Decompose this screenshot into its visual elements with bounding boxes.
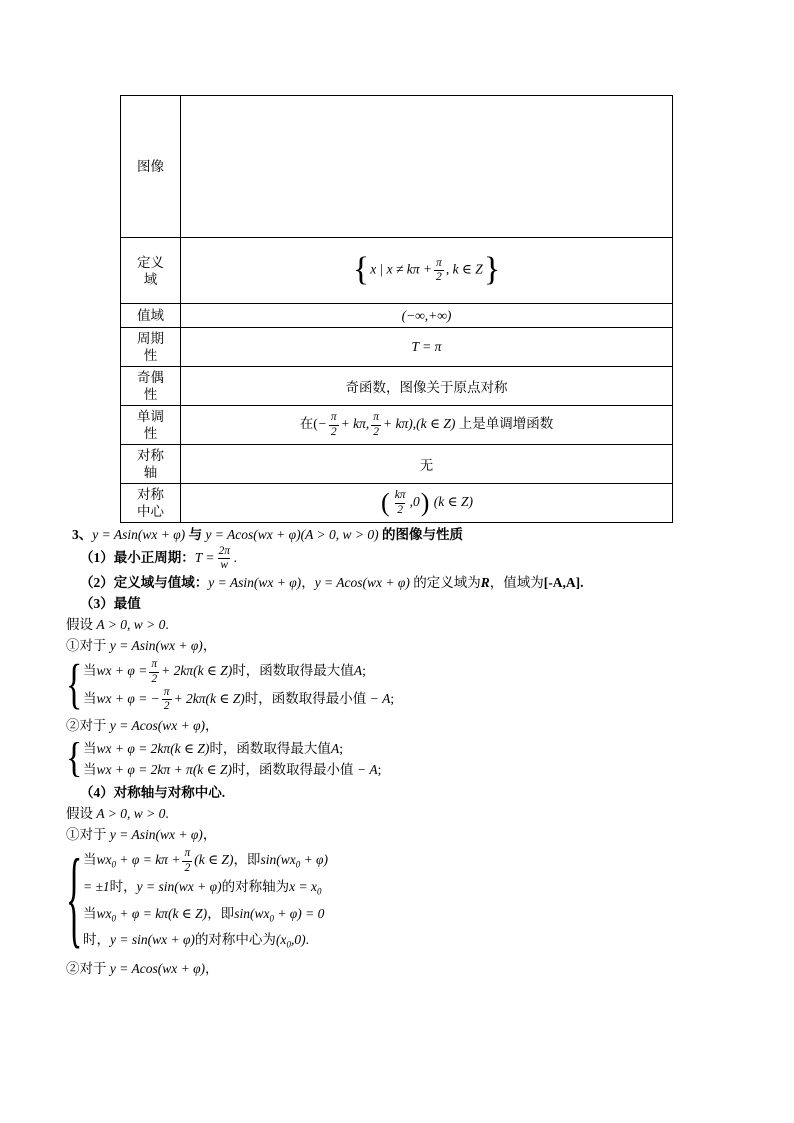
text-run: ，: [202, 638, 217, 654]
text-line: [66, 824, 766, 845]
math-run: wx + φ = 2kπ(k ∈ Z): [96, 741, 210, 757]
fraction-denominator: 2: [151, 672, 158, 685]
text-line: [66, 958, 766, 979]
fraction-numerator: π: [184, 847, 191, 860]
math-run: (−∞,+∞): [401, 307, 452, 323]
math-run: y = Acos(wx + φ): [109, 960, 206, 976]
math-run: y = Asin(wx + φ): [109, 638, 203, 654]
text-run: 时，函数取得最小值: [232, 762, 354, 778]
brace-line: [83, 847, 328, 876]
row-label: [121, 406, 181, 445]
text-run: [-A,A].: [543, 575, 584, 591]
text-run: 上是单调增函数: [455, 416, 554, 432]
text-run: ，即: [233, 852, 261, 868]
brace-line: [83, 759, 381, 780]
text-run: 当: [83, 690, 97, 706]
row-label-text: 轴: [143, 465, 158, 480]
fraction-numerator: π: [163, 685, 170, 698]
math-run: y = Acos(wx + φ): [314, 575, 410, 591]
text-run: .: [165, 617, 169, 633]
math-run: wx + φ =: [96, 663, 148, 679]
brace-lines: [78, 658, 394, 713]
math-run: R: [480, 575, 490, 591]
math-run: , k ∈ Z: [445, 261, 483, 277]
fraction-numerator: π: [436, 256, 442, 269]
math-run: .: [234, 549, 238, 565]
fraction-denominator: 2: [397, 503, 403, 516]
left-brace: {: [66, 840, 83, 960]
row-label-text: 对称: [137, 487, 164, 502]
fraction-denominator: w: [220, 559, 229, 572]
math-run: sin(wx: [234, 905, 270, 921]
row-label-text: 性: [143, 426, 158, 441]
text-run: 当: [83, 852, 97, 868]
text-run: ，: [202, 827, 217, 843]
text-run: （1）最小正周期：: [80, 549, 195, 565]
fraction-denominator: 2: [163, 700, 170, 713]
text-run: ;: [377, 762, 382, 778]
subscript: 0: [316, 886, 322, 897]
text-line: [66, 803, 766, 824]
fraction-numerator: π: [330, 411, 337, 424]
text-line: [66, 635, 766, 656]
text-run: （3）最值: [80, 596, 141, 612]
row-label: [121, 445, 181, 484]
big-delimiter: (: [381, 488, 390, 518]
math-run: − A: [353, 762, 378, 778]
row-label-text: 性: [143, 387, 158, 402]
row-value: [181, 96, 673, 238]
math-run: + 2kπ(k ∈ Z): [161, 663, 233, 679]
math-run: x | x ≠ kπ +: [370, 261, 433, 277]
math-run: y = sin(wx + φ): [110, 932, 195, 948]
text-run: 时，: [109, 878, 137, 894]
text-run: 的对称轴为: [221, 878, 290, 894]
math-run: + φ = kπ +: [116, 852, 181, 868]
left-brace: {: [66, 655, 83, 715]
fraction-numerator: kπ: [394, 489, 406, 502]
math-run: ,0): [290, 932, 306, 948]
row-label-text: 单调: [137, 409, 164, 424]
row-label: [121, 96, 181, 238]
text-run: 时，函数取得最小值: [244, 690, 367, 706]
text-line: [66, 572, 766, 593]
math-run: + 2kπ(k ∈ Z): [173, 690, 245, 706]
math-run: wx + φ = −: [96, 690, 160, 706]
text-run: ①对于: [66, 638, 110, 654]
big-delimiter: ): [420, 488, 430, 518]
text-line: [66, 545, 766, 572]
text-run: 当: [83, 741, 97, 757]
text-run: 在(: [299, 416, 318, 432]
text-line: [66, 715, 766, 736]
fraction: [371, 411, 381, 438]
fraction: [217, 545, 233, 572]
fraction: [329, 411, 339, 438]
math-run: y = Acos(wx + φ): [109, 718, 206, 734]
text-run: 时，: [83, 932, 110, 948]
text-run: （4）对称轴与对称中心.: [80, 785, 226, 801]
row-label: [121, 328, 181, 367]
text-run: ，即: [207, 905, 235, 921]
table-row: [121, 406, 673, 445]
row-label-text: 定义: [137, 254, 164, 270]
brace-line: [83, 903, 328, 930]
row-value: [181, 328, 673, 367]
big-delimiter: }: [483, 251, 501, 289]
row-label-text: 对称: [137, 448, 164, 463]
subscript: 0: [111, 859, 116, 870]
math-run: −: [317, 416, 327, 432]
math-run: A > 0, w > 0: [96, 806, 166, 822]
table-row: [121, 367, 673, 406]
document-content: [66, 524, 766, 979]
math-run: ,0: [409, 494, 420, 510]
math-run: x = x: [289, 878, 317, 894]
table-row: [121, 238, 673, 304]
text-run: 假设: [66, 806, 97, 822]
brace-lines: [78, 847, 328, 956]
brace-group: [66, 840, 766, 960]
text-run: 与: [185, 527, 206, 542]
subscript: 0: [295, 859, 301, 870]
text-run: ;: [362, 663, 366, 679]
table-row: [121, 96, 673, 238]
text-run: ，: [301, 575, 315, 591]
math-run: + φ): [300, 852, 329, 868]
text-run: .: [305, 932, 309, 948]
row-value: [181, 304, 673, 328]
text-run: ，: [205, 960, 219, 976]
text-run: 当: [83, 762, 97, 778]
row-label: [121, 238, 181, 304]
fraction-numerator: π: [373, 411, 380, 424]
table-row: [121, 328, 673, 367]
text-run: 假设: [66, 617, 97, 633]
properties-table-wrapper: [120, 95, 673, 523]
subscript: 0: [286, 939, 291, 950]
text-run: ，值域为: [489, 575, 544, 591]
row-value: [181, 406, 673, 445]
math-run: y = Asin(wx + φ): [109, 827, 203, 843]
brace-line: [83, 929, 328, 956]
text-run: 时，函数取得最大值: [232, 663, 354, 679]
row-label-text: 性: [143, 348, 158, 363]
text-run: 无: [419, 458, 434, 473]
math-run: (k ∈ Z): [430, 494, 473, 510]
text-line: [66, 614, 766, 635]
text-run: 的对称中心为: [194, 932, 276, 948]
text-run: 3、: [72, 527, 93, 542]
fraction-numerator: π: [151, 658, 158, 671]
row-value: [181, 445, 673, 484]
math-run: A > 0, w > 0: [96, 617, 166, 633]
row-value: [181, 238, 673, 304]
fraction: [434, 257, 444, 284]
subscript: 0: [111, 913, 116, 924]
brace-group: [66, 655, 766, 715]
left-brace: {: [66, 735, 83, 782]
big-delimiter: {: [352, 251, 370, 289]
math-run: y = Asin(wx + φ): [208, 575, 302, 591]
fraction-numerator: 2π: [218, 545, 231, 557]
row-label-text: 周期: [137, 331, 164, 346]
row-label: [121, 367, 181, 406]
math-run: wx: [96, 852, 112, 868]
text-line: [66, 593, 766, 614]
tangent-properties-table: [120, 95, 673, 523]
text-run: .: [165, 806, 169, 822]
text-run: （2）定义域与值域：: [80, 575, 209, 591]
text-run: ;: [390, 690, 395, 706]
table-row: [121, 484, 673, 523]
text-line: [66, 524, 766, 545]
row-label-text: 域: [143, 271, 158, 287]
math-run: A: [330, 741, 340, 757]
math-run: y = sin(wx + φ): [136, 878, 222, 894]
math-run: (x: [275, 932, 287, 948]
math-run: y = Acos(wx + φ)(A > 0, w > 0): [205, 527, 379, 542]
brace-group: [66, 735, 766, 782]
math-run: + kπ),(k ∈ Z): [383, 416, 456, 432]
text-run: 奇函数，图像关于原点对称: [345, 380, 508, 395]
text-run: 的定义域为: [409, 575, 481, 591]
text-run: ②对于: [66, 718, 110, 734]
row-label: [121, 484, 181, 523]
brace-line: [83, 686, 394, 713]
text-run: ;: [339, 741, 343, 757]
row-label-text: 中心: [137, 504, 164, 519]
text-run: 时，函数取得最大值: [209, 741, 331, 757]
math-run: sin(wx: [260, 852, 296, 868]
row-label-text: 值域: [137, 308, 164, 323]
text-line: [66, 782, 766, 803]
fraction: [393, 489, 408, 516]
text-run: 的图像与性质: [378, 527, 463, 542]
subscript: 0: [269, 913, 274, 924]
text-run: 当: [83, 663, 97, 679]
math-run: wx: [96, 905, 112, 921]
fraction: [182, 847, 192, 874]
math-run: y = Asin(wx + φ): [92, 527, 186, 542]
fraction: [162, 686, 172, 713]
math-run: + kπ,: [340, 416, 370, 432]
text-run: ，: [205, 718, 219, 734]
text-run: 当: [83, 905, 97, 921]
text-run: ①对于: [66, 827, 110, 843]
row-value: [181, 367, 673, 406]
fraction-denominator: 2: [373, 425, 379, 438]
math-run: + φ = kπ(k ∈ Z): [116, 905, 208, 921]
math-run: = ±1: [83, 878, 110, 894]
fraction-denominator: 2: [436, 271, 442, 283]
brace-line: [83, 738, 381, 759]
math-run: − A: [366, 690, 391, 706]
row-label-text: 图像: [137, 159, 164, 174]
row-value: [181, 484, 673, 523]
row-label: [121, 304, 181, 328]
math-run: T = π: [411, 339, 442, 354]
math-run: wx + φ = 2kπ + π(k ∈ Z): [96, 762, 233, 778]
text-run: ②对于: [66, 960, 110, 976]
table-row: [121, 445, 673, 484]
brace-line: [83, 876, 328, 903]
brace-line: [83, 658, 394, 685]
math-run: + φ) = 0: [273, 905, 325, 921]
table-row: [121, 304, 673, 328]
row-label-text: 奇偶: [137, 370, 164, 385]
fraction: [149, 658, 159, 685]
brace-lines: [78, 738, 381, 780]
math-run: T =: [194, 549, 215, 565]
fraction-denominator: 2: [330, 425, 337, 438]
math-run: (k ∈ Z): [194, 852, 234, 868]
math-run: A: [353, 663, 363, 679]
fraction-denominator: 2: [184, 861, 191, 874]
